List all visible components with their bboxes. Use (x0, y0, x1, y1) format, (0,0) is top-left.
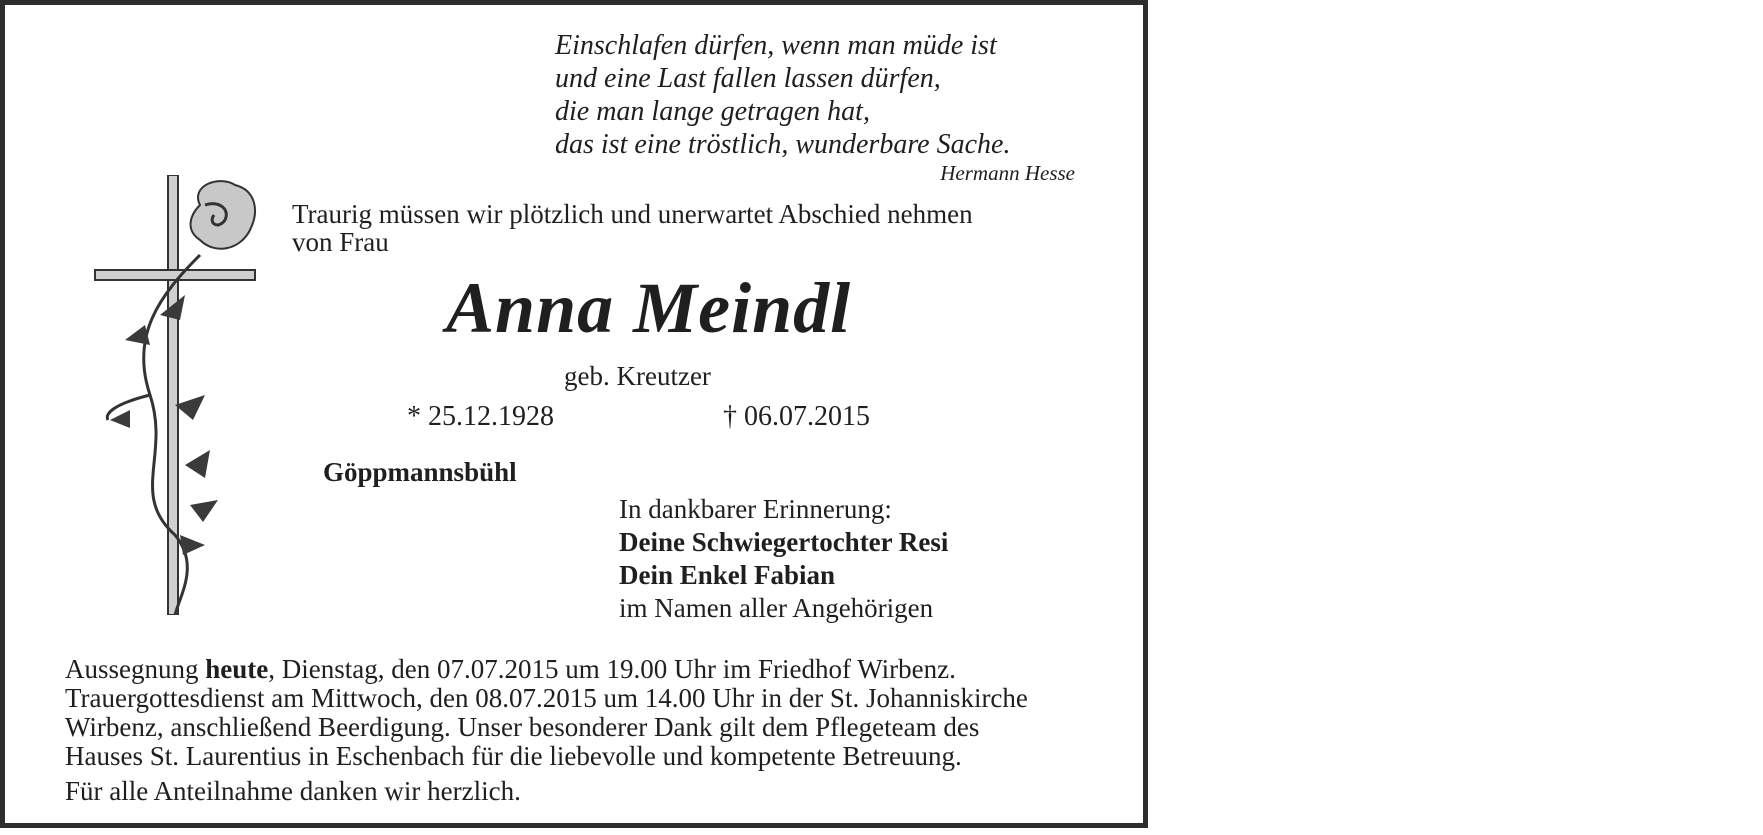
intro-line: von Frau (292, 227, 389, 257)
notice-text: Aussegnung (65, 654, 206, 684)
residence-place: Göppmannsbühl (323, 457, 517, 487)
maiden-name: geb. Kreutzer (564, 361, 711, 391)
mourner-name: Deine Schwiegertochter Resi (619, 527, 949, 557)
funeral-notice (65, 655, 1028, 771)
notice-text: , Dienstag, den 07.07.2015 um 19.00 Uhr im Friedhof Wirbenz. (268, 654, 956, 684)
mourners-block (619, 493, 948, 625)
notice-line (65, 655, 1028, 684)
intro-line: Traurig müssen wir plötzlich und unerwartet Abschied nehmen (292, 199, 973, 229)
poem-line: und eine Last fallen lassen dürfen, (555, 63, 941, 94)
notice-line: Hauses St. Laurentius in Eschenbach für die liebevolle und kompetente Betreuung. (65, 741, 962, 771)
poem-line: die man lange getragen hat, (555, 96, 870, 127)
poem-line: das ist eine tröstlich, wunderbare Sache. (555, 129, 1011, 160)
poem (555, 29, 1010, 161)
thanks-line: Für alle Anteilnahme danken wir herzlich. (65, 776, 521, 806)
poem-line: Einschlafen dürfen, wenn man müde ist (555, 30, 997, 61)
notice-line: Wirbenz, anschließend Beerdigung. Unser besonderer Dank gilt dem Pflegeteam des (65, 712, 980, 742)
poem-author: Hermann Hesse (940, 161, 1075, 185)
notice-line: Trauergottesdienst am Mittwoch, den 08.07.2015 um 14.00 Uhr in der St. Johanniskirche (65, 683, 1028, 713)
mourners-footer: im Namen aller Angehörigen (619, 593, 934, 623)
intro-text (292, 200, 973, 256)
birth-date: * 25.12.1928 (407, 401, 554, 432)
mourners-heading: In dankbarer Erinnerung: (619, 494, 892, 524)
death-date: † 06.07.2015 (723, 401, 870, 432)
deceased-name: Anna Meindl (446, 268, 852, 348)
notice-emphasis: heute (205, 654, 269, 684)
mourner-name: Dein Enkel Fabian (619, 560, 836, 590)
cross-with-rose-icon (90, 175, 265, 615)
